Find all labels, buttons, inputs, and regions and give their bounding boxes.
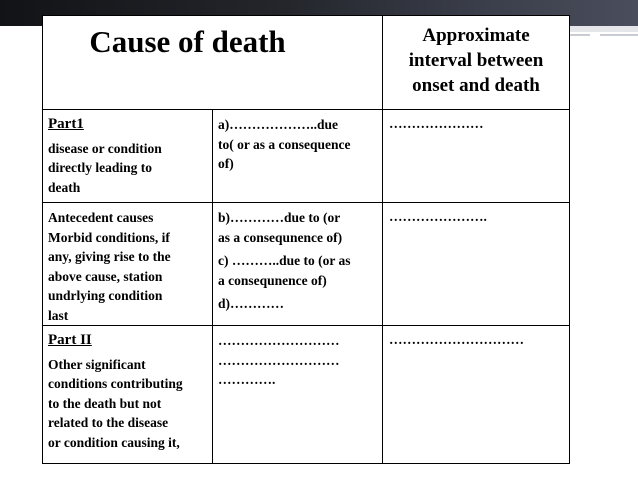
part1-heading: Part1 (48, 116, 84, 132)
cause-a-line: a)………………..due (218, 117, 339, 132)
interval-blank: ………………………… (389, 332, 524, 347)
antecedent-description-cell (43, 203, 213, 326)
antecedent-description-line: last (48, 307, 69, 323)
antecedent-description-line: undrlying condition (48, 288, 163, 303)
cause-of-death-title: Cause of death (89, 24, 286, 59)
cause-c-line: c) ………..due to (or as (218, 253, 351, 268)
part2-description-line: to the death but not (48, 395, 162, 411)
part2-description-line: conditions contributing (48, 376, 183, 391)
part1-description-line: disease or condition (48, 140, 162, 156)
part2-description-line: related to the disease (48, 415, 169, 430)
cause-b-line: b)…………due to (or (218, 210, 341, 225)
cause-a-line: of) (218, 156, 234, 171)
part2-description-line: Other significant (48, 356, 146, 372)
death-certificate-cause-table (42, 15, 570, 464)
interval-blank: …………………. (389, 209, 487, 224)
part2-interval-field[interactable] (383, 326, 570, 464)
interval-header-line: onset and death (412, 75, 540, 96)
cause-a-line: to( or as a consequence (218, 136, 351, 152)
part2-description-line: or condition causing it, (48, 434, 180, 450)
part1-row (43, 110, 570, 203)
part2-blank-line: ……………………… (218, 352, 340, 368)
interval-header (383, 16, 569, 98)
interval-header-line: Approximate (422, 25, 530, 46)
antecedent-description-line: above cause, station (48, 268, 163, 284)
antecedent-cause-field[interactable] (213, 203, 383, 326)
cause-of-death-header-cell (43, 16, 383, 110)
cause-d-line: d)………… (218, 296, 285, 311)
part1-cause-field[interactable] (213, 110, 383, 203)
part2-heading: Part II (48, 332, 92, 348)
part2-conditions-field[interactable] (213, 326, 383, 464)
interval-header-line: interval between (408, 50, 544, 71)
part2-blank-line: ……………………… (218, 333, 340, 348)
antecedent-description-line: any, giving rise to the (48, 249, 171, 264)
part2-blank-line: …………. (218, 372, 276, 387)
antecedent-description-line: Antecedent causes (48, 210, 154, 225)
antecedent-interval-field[interactable] (383, 203, 570, 326)
part1-description-cell (43, 110, 213, 203)
interval-header-cell (383, 16, 570, 110)
part1-interval-field[interactable] (383, 110, 570, 203)
header-row (43, 16, 570, 110)
antecedent-row (43, 203, 570, 326)
cause-c-line: a consequnence of) (218, 272, 327, 288)
header-accent-line-short (600, 34, 638, 36)
part1-description-line: directly leading to (48, 160, 152, 175)
interval-blank: ………………… (389, 116, 484, 131)
part2-row (43, 326, 570, 464)
part1-description-line: death (48, 179, 81, 195)
cause-b-line: as a consequnence of) (218, 229, 343, 245)
part2-description-cell (43, 326, 213, 464)
antecedent-description-line: Morbid conditions, if (48, 229, 170, 245)
